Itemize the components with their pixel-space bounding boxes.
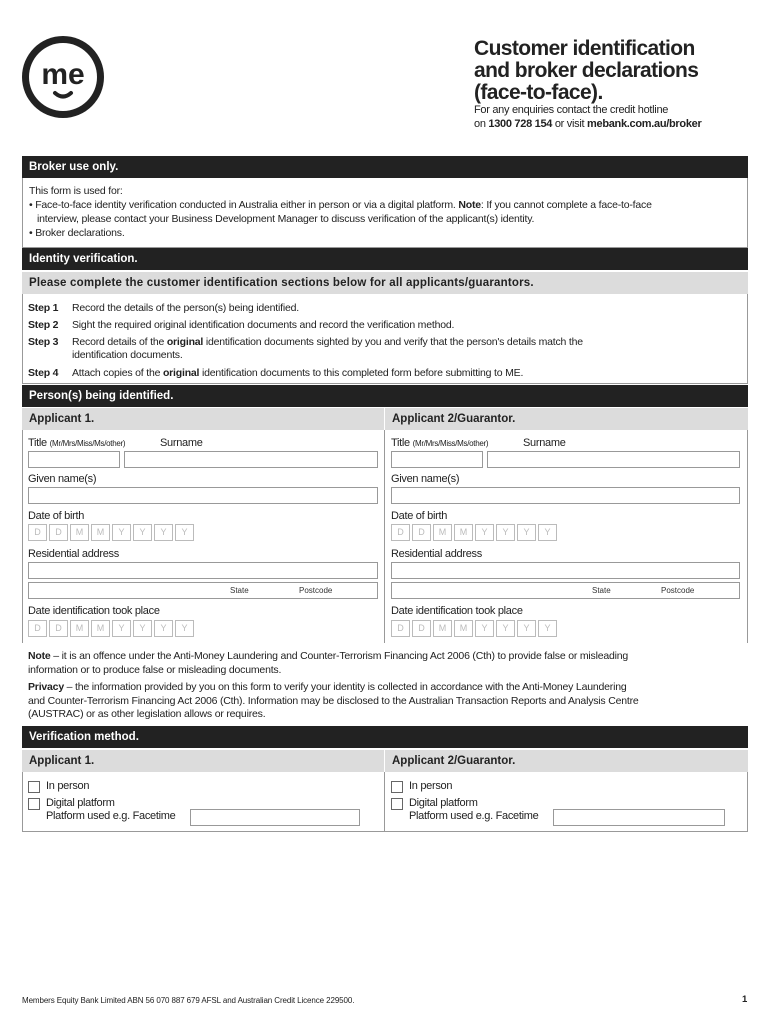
a1-dob-label: Date of birth — [28, 510, 85, 522]
title-line-2: and broker declarations — [474, 59, 699, 82]
a2-dob-input[interactable] — [391, 524, 559, 541]
a1-dob-y2[interactable]: Y — [133, 524, 152, 541]
a2-title-label — [391, 437, 488, 449]
a1-dob-d2[interactable]: D — [49, 524, 68, 541]
a1-id-m2[interactable]: M — [91, 620, 110, 637]
a2-surname-label: Surname — [523, 437, 566, 449]
a2-dob-d1[interactable]: D — [391, 524, 410, 541]
a1-title-label — [28, 437, 125, 449]
a2-dob-m2[interactable]: M — [454, 524, 473, 541]
a1-id-m1[interactable]: M — [70, 620, 89, 637]
a1-postcode-label: Postcode — [299, 586, 333, 595]
privacy-line-3: (AUSTRAC) or as other legislation allows or requires. — [28, 708, 266, 720]
broker-bullet-1-line2: interview, please contact your Business Development Manager to discuss verification of the applicant(s) identity. — [37, 213, 535, 225]
a2-dob-m1[interactable]: M — [433, 524, 452, 541]
enquiry-visit: or visit — [552, 117, 588, 130]
a2-dob-y2[interactable]: Y — [496, 524, 515, 541]
step-3-pre: Record details of the — [72, 336, 167, 348]
enquiry-on: on — [474, 117, 489, 130]
logo-text: me — [41, 58, 85, 91]
a1-date-id-input[interactable] — [28, 620, 196, 637]
step-3-text — [72, 336, 692, 362]
privacy-note — [28, 681, 728, 722]
a1-dob-d1[interactable]: D — [28, 524, 47, 541]
a2-dob-y1[interactable]: Y — [475, 524, 494, 541]
bullet1-note-label: Note — [458, 199, 481, 211]
a2-given-input[interactable] — [391, 487, 740, 504]
privacy-line-2: and Counter-Terrorism Financing Act 2006 (Cth). Information may be disclosed to the Australian Transaction Reports and Analysis Centre — [28, 694, 639, 707]
a2-state-label: State — [592, 586, 611, 595]
a2-id-y2[interactable]: Y — [496, 620, 515, 637]
a2-surname-input[interactable] — [487, 451, 740, 468]
a1-id-y4[interactable]: Y — [175, 620, 194, 637]
step-2-text: Sight the required original identification documents and record the verification method. — [72, 319, 455, 331]
a2-address-label: Residential address — [391, 548, 482, 560]
left-border — [22, 430, 23, 643]
a2-title-text: Title — [391, 437, 410, 449]
a2-date-id-input[interactable] — [391, 620, 559, 637]
a1-id-d2[interactable]: D — [49, 620, 68, 637]
a1-platform-label: Platform used e.g. Facetime — [46, 810, 176, 822]
website-link[interactable]: mebank.com.au/broker — [587, 117, 702, 130]
page-title — [474, 38, 754, 104]
a1-in-person-label: In person — [46, 780, 90, 792]
a1-surname-input[interactable] — [124, 451, 378, 468]
a1-id-y1[interactable]: Y — [112, 620, 131, 637]
a2-dob-y3[interactable]: Y — [517, 524, 536, 541]
broker-bullet-1 — [29, 198, 741, 212]
a2-dob-y4[interactable]: Y — [538, 524, 557, 541]
a1-surname-label: Surname — [160, 437, 203, 449]
note-label: Note — [28, 650, 51, 662]
v-applicant-2-heading: Applicant 2/Guarantor. — [385, 750, 748, 772]
a2-in-person-checkbox[interactable] — [391, 781, 403, 793]
bullet1-pre: • Face-to-face identity verification conducted in Australia either in person or via a digital platform. — [29, 199, 459, 211]
a2-postcode-label: Postcode — [661, 586, 695, 595]
step-1-label: Step 1 — [28, 302, 59, 314]
a2-id-m2[interactable]: M — [454, 620, 473, 637]
step-1-text: Record the details of the person(s) being identified. — [72, 302, 299, 314]
a1-state-label: State — [230, 586, 249, 595]
a1-dob-y4[interactable]: Y — [175, 524, 194, 541]
step-3-bold: original — [166, 336, 204, 348]
a1-date-id-label: Date identification took place — [28, 605, 160, 617]
note-line-2: information or to produce false or misleading documents. — [28, 663, 282, 676]
a2-id-m1[interactable]: M — [433, 620, 452, 637]
a2-id-y1[interactable]: Y — [475, 620, 494, 637]
broker-section-body — [22, 178, 748, 248]
a1-digital-label: Digital platform — [46, 797, 115, 809]
privacy-label: Privacy — [28, 681, 64, 693]
a2-digital-checkbox[interactable] — [391, 798, 403, 810]
v-applicant-1-heading: Applicant 1. — [22, 750, 384, 772]
legal-note — [28, 650, 728, 677]
v-column-divider — [384, 772, 385, 832]
a2-id-d1[interactable]: D — [391, 620, 410, 637]
a2-address-line1[interactable] — [391, 562, 740, 579]
step-4-bold: original — [162, 367, 200, 379]
persons-section-heading: Person(s) being identified. — [22, 385, 748, 407]
hotline-number[interactable]: 1300 728 154 — [488, 117, 553, 130]
a1-title-text: Title — [28, 437, 47, 449]
broker-bullet-2: • Broker declarations. — [29, 227, 125, 239]
a1-dob-input[interactable] — [28, 524, 196, 541]
a2-date-id-label: Date identification took place — [391, 605, 523, 617]
a1-id-y2[interactable]: Y — [133, 620, 152, 637]
applicant-2-heading: Applicant 2/Guarantor. — [385, 408, 748, 430]
page-number: 1 — [742, 994, 748, 1005]
a1-given-label: Given name(s) — [28, 473, 97, 485]
note-text: – it is an offence under the Anti-Money Laundering and Counter-Terrorism Financing Act 2006 (Cth) to provide false or misleading — [50, 650, 629, 662]
bullet1-post: : If you cannot complete a face-to-face — [480, 199, 652, 211]
a1-in-person-checkbox[interactable] — [28, 781, 40, 793]
a1-dob-m1[interactable]: M — [70, 524, 89, 541]
privacy-text: – the information provided by you on this form to verify your identity is collected in accordance with the Anti-Money Laundering — [63, 681, 627, 693]
a2-dob-d2[interactable]: D — [412, 524, 431, 541]
step-4-post: identification documents to this completed form before submitting to ME. — [199, 367, 524, 379]
a2-title-input[interactable] — [391, 451, 483, 468]
a2-in-person-label: In person — [409, 780, 453, 792]
a2-given-label: Given name(s) — [391, 473, 460, 485]
a2-id-y3[interactable]: Y — [517, 620, 536, 637]
step-2-label: Step 2 — [28, 319, 59, 331]
a1-dob-m2[interactable]: M — [91, 524, 110, 541]
step-4-text — [72, 367, 692, 380]
me-logo — [22, 36, 104, 118]
a1-dob-y3[interactable]: Y — [154, 524, 173, 541]
applicant-1-heading: Applicant 1. — [22, 408, 384, 430]
a2-platform-label: Platform used e.g. Facetime — [409, 810, 539, 822]
me-logo-icon — [22, 36, 104, 118]
a2-dob-label: Date of birth — [391, 510, 448, 522]
a2-id-d2[interactable]: D — [412, 620, 431, 637]
step-3-label: Step 3 — [28, 336, 59, 348]
a1-address-line1[interactable] — [28, 562, 378, 579]
a1-digital-checkbox[interactable] — [28, 798, 40, 810]
a2-title-hint: (Mr/Mrs/Miss/Ms/other) — [412, 439, 489, 448]
step-4-pre: Attach copies of the — [72, 367, 163, 379]
a2-digital-label: Digital platform — [409, 797, 478, 809]
privacy-line-1 — [28, 681, 728, 695]
a1-address-label: Residential address — [28, 548, 119, 560]
broker-intro: This form is used for: — [29, 185, 123, 197]
title-line-1: Customer identification — [474, 37, 695, 60]
right-border — [747, 430, 748, 643]
step-3-line2: identification documents. — [72, 349, 183, 361]
a2-id-y4[interactable]: Y — [538, 620, 557, 637]
a1-dob-y1[interactable]: Y — [112, 524, 131, 541]
step-3-post: identification documents sighted by you and verify that the person's details match the — [203, 336, 583, 348]
a1-title-input[interactable] — [28, 451, 120, 468]
a1-given-input[interactable] — [28, 487, 378, 504]
title-line-3: (face-to-face). — [474, 81, 603, 104]
column-divider — [384, 430, 385, 643]
broker-section-heading: Broker use only. — [22, 156, 748, 178]
enquiry-line-1: For any enquiries contact the credit hotline — [474, 104, 669, 116]
identity-section-heading: Identity verification. — [22, 248, 748, 270]
verification-section-heading: Verification method. — [22, 726, 748, 748]
enquiry-line-2 — [474, 118, 754, 132]
enquiry-text — [474, 104, 754, 131]
note-line-1 — [28, 650, 728, 664]
a1-title-hint: (Mr/Mrs/Miss/Ms/other) — [49, 439, 126, 448]
step-4-label: Step 4 — [28, 367, 59, 379]
a1-id-d1[interactable]: D — [28, 620, 47, 637]
a1-platform-input[interactable] — [190, 809, 360, 826]
footer-legal: Members Equity Bank Limited ABN 56 070 887 679 AFSL and Australian Credit Licence 229500. — [22, 996, 355, 1005]
identity-subheading: Please complete the customer identification sections below for all applicants/guarantors. — [22, 272, 748, 294]
a2-platform-input[interactable] — [553, 809, 725, 826]
a1-id-y3[interactable]: Y — [154, 620, 173, 637]
